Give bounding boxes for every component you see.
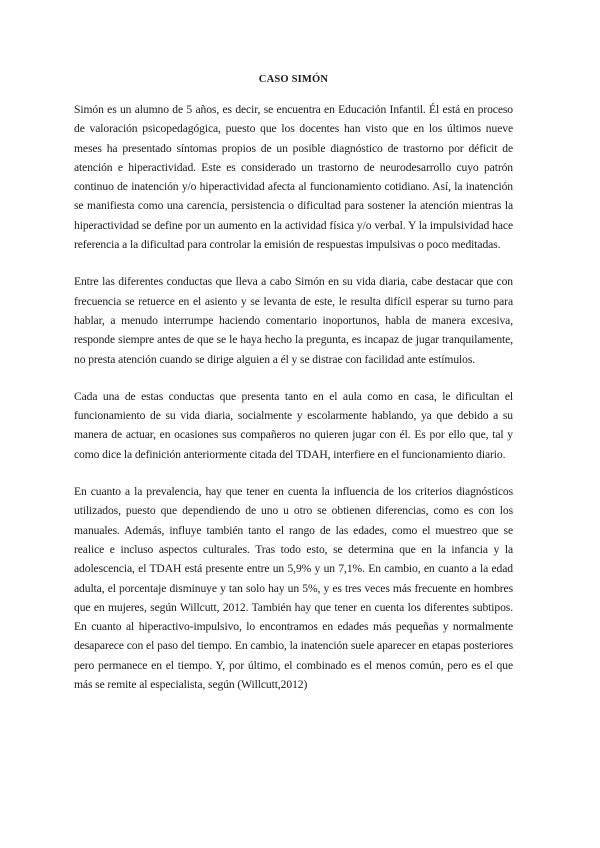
document-title: CASO SIMÓN — [258, 74, 329, 85]
paragraph-prevalencia: En cuanto a la prevalencia, hay que tener en cuenta la influencia de los criterios diagnósticos utilizados, puesto que dependiendo de uno u otro se obtienen diferencias, como es con los manuales. Además, influye también tanto el rango de las edades, como el muestreo que se realice e incluso aspectos culturales. Tras todo esto, se determina que en la infancia y la adolescencia, el TDAH está presente entre un 5,9% y un 7,1%. En cambio, en cuanto a la edad adulta, el porcentaje disminuye y tan solo hay un 5%, y es tres veces más frecuente en hombres que en mujeres, según Willcutt, 2012. También hay que tener en cuenta los diferentes subtipos. En cuanto al hiperactivo-impulsivo, lo encontramos en edades más pequeñas y normalmente desaparece con el paso del tiempo. En cambio, la inatención suele aparecer en etapas posteriores pero permanece en el tiempo. Y, por último, el combinado es el menos común, pero es el que más se remite al especialista, según (Willcutt,2012) — [74, 485, 513, 692]
paragraph-intro: Simón es un alumno de 5 años, es decir, se encuentra en Educación Infantil. Él está en proceso de valoración psicopedagógica, puesto que los docentes han visto que en los últimos nueve meses ha presentado síntomas propios de un posible diagnóstico de trastorno por déficit de atención e hiperactividad. Este es considerado un trastorno de neurodesarrollo cuyo patrón continuo de inatención y/o hiperactividad afecta al funcionamiento cotidiano. Así, la inatención se manifiesta como una carencia, persistencia o dificultad para sostener la atención mientras la hiperactividad se define por un aumento en la actividad física y/o verbal. Y la impulsividad hace referencia a la dificultad para controlar la emisión de respuestas impulsivas o poco meditadas. — [74, 103, 513, 252]
paragraph-funcionamiento: Cada una de estas conductas que presenta tanto en el aula como en casa, le dificultan el funcionamiento de su vida diaria, socialmente y escolarmente hablando, ya que debido a su manera de actuar, en ocasiones sus compañeros no quieren jugar con él. Es por ello que, tal y como dice la definición anteriormente citada del TDAH, interfiere en el funcionamiento diario. — [74, 389, 513, 461]
paragraph-conductas: Entre las diferentes conductas que lleva a cabo Simón en su vida diaria, cabe destacar que con frecuencia se retuerce en el asiento y se levanta de este, le resulta difícil esperar su turno para hablar, a menudo interrumpe haciendo comentario inoportunos, habla de manera excesiva, responde siempre antes de que se le haya hecho la pregunta, es incapaz de jugar tranquilamente, no presta atención cuando se dirige alguien a él y se distrae con facilidad ante estímulos. — [74, 275, 513, 366]
